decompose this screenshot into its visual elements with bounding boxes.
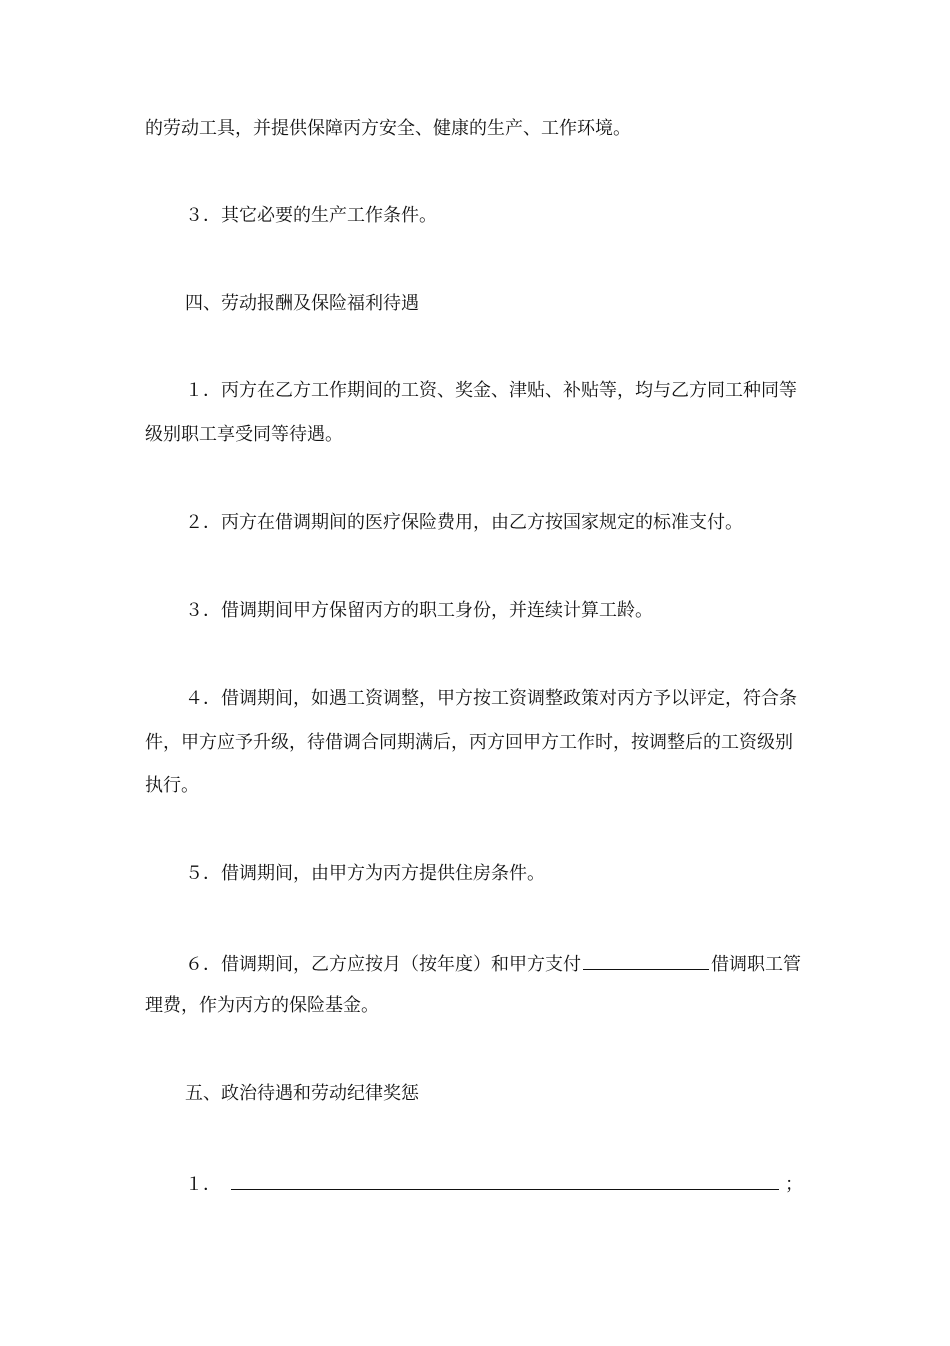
list-item-6-management-fee [185, 951, 835, 976]
list-item-4-salary-adjustment-end: 执行。 [145, 775, 199, 796]
list-item-1-end: ； [785, 1174, 803, 1195]
list-item-4-salary-adjustment-continued: 件，甲方应予升级，待借调合同期满后，丙方回甲方工作时，按调整后的工资级别 [145, 732, 793, 753]
paragraph-line: 的劳动工具，并提供保障丙方安全、健康的生产、工作环境。 [145, 118, 631, 139]
list-item-6-text-after: 借调职工管 [711, 954, 801, 975]
list-item-4-salary-adjustment: ４．借调期间，如遇工资调整，甲方按工资调整政策对丙方予以评定，符合条 [185, 688, 797, 709]
list-item-1-political [185, 1171, 835, 1196]
list-item-2-medical: ２．丙方在借调期间的医疗保险费用，由乙方按国家规定的标准支付。 [185, 512, 743, 533]
list-item-6-continued: 理费，作为丙方的保险基金。 [145, 995, 379, 1016]
section-heading-5: 五、政治待遇和劳动纪律奖惩 [185, 1083, 419, 1104]
fill-in-blank-fee[interactable] [583, 951, 709, 970]
section-heading-4: 四、劳动报酬及保险福利待遇 [185, 293, 419, 314]
list-item-5-housing: ５．借调期间，由甲方为丙方提供住房条件。 [185, 863, 545, 884]
fill-in-blank-terms[interactable] [231, 1171, 779, 1190]
list-item-1-wages-continued: 级别职工享受同等待遇。 [145, 424, 343, 445]
list-item-1-wages: １．丙方在乙方工作期间的工资、奖金、津贴、补贴等，均与乙方同工种同等 [185, 380, 797, 401]
list-item-3-conditions: ３．其它必要的生产工作条件。 [185, 205, 437, 226]
list-item-6-text-before: ６．借调期间，乙方应按月（按年度）和甲方支付 [185, 954, 581, 975]
list-item-1-number: １． [185, 1174, 221, 1195]
list-item-3-seniority: ３．借调期间甲方保留丙方的职工身份，并连续计算工龄。 [185, 600, 653, 621]
